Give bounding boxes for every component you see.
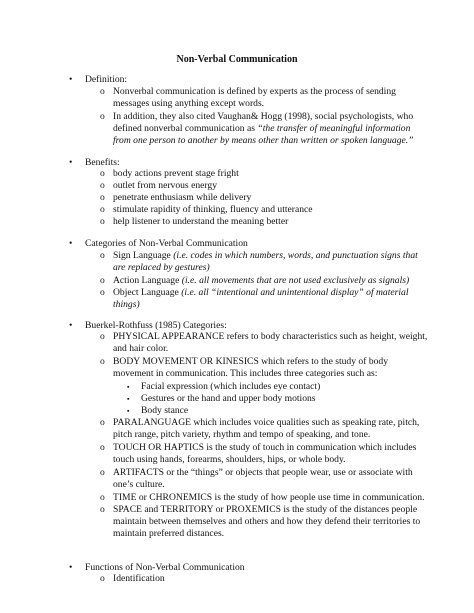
bullet-circle: o xyxy=(100,250,105,261)
bullet-circle: o xyxy=(100,442,105,453)
definition-item-text: In addition, they also cited Vaughan& Hogg (1998), social psychologists, who defined nonverbal communication as xyxy=(113,111,414,135)
benefit-item: help listener to understand the meaning better xyxy=(113,216,289,227)
body-movement-item: BODY MOVEMENT OR KINESICS which refers to the study of body movement in communication. This includes three categories such as: xyxy=(113,356,389,380)
category-item xyxy=(113,250,429,274)
body-movement-subitem: Body stance xyxy=(141,405,189,416)
bullet-dot: • xyxy=(69,74,73,85)
bullet-circle: o xyxy=(100,86,105,97)
bullet-circle: o xyxy=(100,204,105,215)
definition-item: Nonverbal communication is defined by experts as the process of sending messages using anything except words. xyxy=(113,86,396,110)
category-name: Action Language xyxy=(113,275,180,286)
touch-item: TOUCH OR HAPTICS is the study of touch in communication which includes touch using hands, forearms, shoulders, hips, or whole body. xyxy=(113,442,417,466)
bullet-circle: o xyxy=(100,417,105,428)
benefit-item: body actions prevent stage fright xyxy=(113,168,239,179)
benefit-item: stimulate rapidity of thinking, fluency and utterance xyxy=(113,204,313,215)
bullet-circle: o xyxy=(100,356,105,367)
benefit-item: penetrate enthusiasm while delivery xyxy=(113,192,252,203)
category-note: (i.e. all “intentional and unintentional display” of material things) xyxy=(113,287,409,311)
body-movement-subitem: Facial expression (which includes eye contact) xyxy=(141,381,321,392)
bullet-circle: o xyxy=(100,216,105,227)
time-item: TIME or CHRONEMICS is the study of how people use time in communication. xyxy=(113,492,425,503)
bullet-circle: o xyxy=(100,573,105,584)
bullet-circle: o xyxy=(100,492,105,503)
category-note: (i.e. all movements that are not used exclusively as signals) xyxy=(181,275,410,286)
categories-heading: Categories of Non-Verbal Communication xyxy=(85,238,248,249)
buerkel-heading: Buerkel-Rothfuss (1985) Categories: xyxy=(85,320,227,331)
definition-item xyxy=(113,111,429,148)
benefit-item: outlet from nervous energy xyxy=(113,180,217,191)
function-item: Identification xyxy=(113,573,165,584)
category-name: Sign Language xyxy=(113,250,171,261)
physical-appearance-item: PHYSICAL APPEARANCE refers to body characteristics such as height, weight, and hair color. xyxy=(113,331,428,355)
bullet-circle: o xyxy=(100,504,105,515)
body-movement-subitem: Gestures or the hand and upper body motions xyxy=(141,393,316,404)
bullet-square: ▪ xyxy=(127,383,130,391)
bullet-circle: o xyxy=(100,287,105,298)
bullet-circle: o xyxy=(100,168,105,179)
definition-quote: “the transfer of meaningful information from one person to another by means other than written or spoken language.” xyxy=(113,123,414,147)
definition-heading: Definition: xyxy=(85,74,128,85)
category-note: (i.e. codes in which numbers, words, and punctuation signs that are replaced by gestures) xyxy=(113,250,418,274)
bullet-circle: o xyxy=(100,331,105,342)
category-name: Object Language xyxy=(113,287,179,298)
bullet-dot: • xyxy=(69,238,73,249)
category-item xyxy=(113,275,429,287)
artifacts-item: ARTIFACTS or the “things” or objects that people wear, use or associate with one’s culture. xyxy=(113,467,413,491)
bullet-dot: • xyxy=(69,157,73,168)
functions-heading: Functions of Non-Verbal Communication xyxy=(85,562,245,573)
bullet-circle: o xyxy=(100,467,105,478)
bullet-dot: • xyxy=(69,320,73,331)
bullet-circle: o xyxy=(100,111,105,122)
bullet-circle: o xyxy=(100,275,105,286)
space-item: SPACE and TERRITORY or PROXEMICS is the study of the distances people maintain between themselves and others and how they defend their territories to maintain preferred distances. xyxy=(113,504,421,540)
paralanguage-item: PARALANGUAGE which includes voice qualities such as speaking rate, pitch, pitch range, pitch variety, rhythm and tempo of speaking, and tone. xyxy=(113,417,420,441)
benefits-heading: Benefits: xyxy=(85,157,120,168)
bullet-square: ▪ xyxy=(127,407,130,415)
bullet-dot: • xyxy=(69,562,73,573)
bullet-circle: o xyxy=(100,192,105,203)
bullet-circle: o xyxy=(100,180,105,191)
bullet-square: ▪ xyxy=(127,395,130,403)
category-item xyxy=(113,287,429,311)
page-title: Non-Verbal Communication xyxy=(176,54,298,65)
